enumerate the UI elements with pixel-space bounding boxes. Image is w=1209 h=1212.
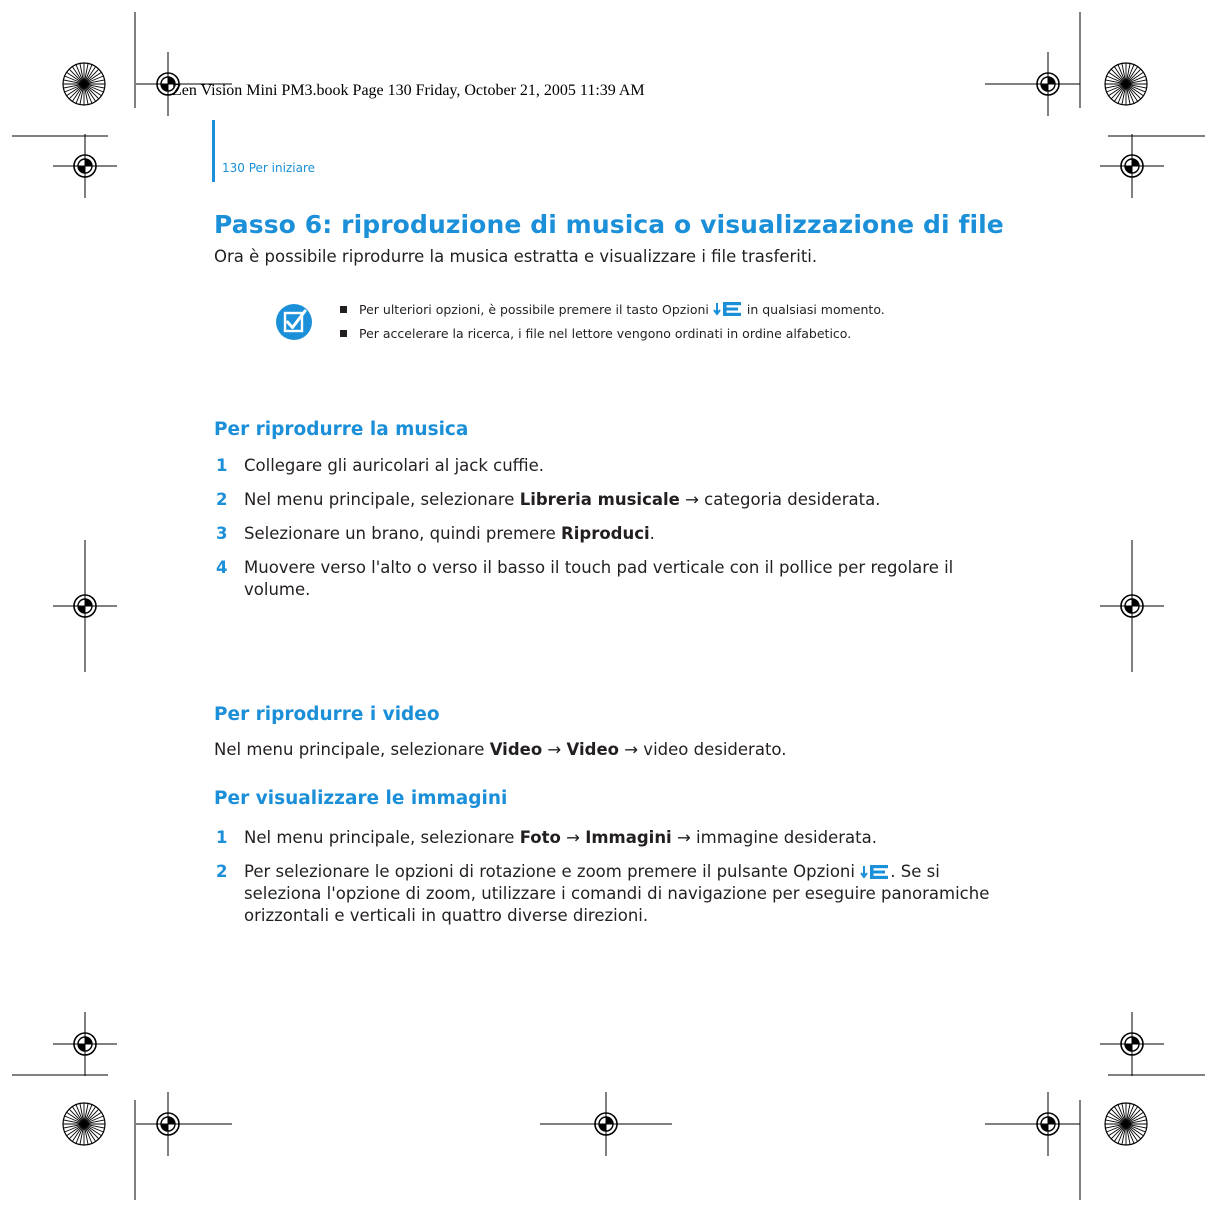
step-item: 1 Collegare gli auricolari al jack cuffie.: [216, 456, 545, 475]
section-title: Passo 6: riproduzione di musica o visualizzazione di file: [214, 210, 1004, 239]
note-item: Per accelerare la ricerca, i file nel lettore vengono ordinati in ordine alfabetico.: [340, 325, 980, 343]
video-text: Nel menu principale, selezionare Video → Video → video desiderato.: [214, 740, 787, 759]
options-icon: [713, 301, 743, 317]
note-list: [340, 301, 980, 349]
step-item: 3 Selezionare un brano, quindi premere Riproduci.: [216, 524, 655, 543]
music-steps: [214, 455, 994, 613]
video-heading: Per riprodurre i video: [214, 704, 440, 725]
step-item: 2 Per selezionare le opzioni di rotazione e zoom premere il pulsante Opzioni . Se si seleziona l'opzione di zoom, utilizzare i comandi di navigazione per eseguire panoramiche orizzontali e verticali in quattro diverse direzioni.: [216, 862, 990, 925]
music-heading: Per riprodurre la musica: [214, 419, 469, 440]
checkbox-note-icon: [275, 303, 313, 341]
running-head: 130 Per iniziare: [222, 161, 315, 175]
margin-bar: [212, 120, 215, 182]
images-heading: Per visualizzare le immagini: [214, 788, 508, 809]
step-item: 4 Muovere verso l'alto o verso il basso il touch pad verticale con il pollice per regolare il volume.: [216, 558, 954, 599]
book-header: Zen Vision Mini PM3.book Page 130 Friday, October 21, 2005 11:39 AM: [172, 82, 645, 99]
step-item: 1 Nel menu principale, selezionare Foto → Immagini → immagine desiderata.: [216, 828, 877, 847]
options-icon: [860, 864, 890, 880]
images-steps: [214, 827, 994, 939]
step-item: 2 Nel menu principale, selezionare Libreria musicale → categoria desiderata.: [216, 490, 881, 509]
note-item: Per ulteriori opzioni, è possibile premere il tasto Opzioni in qualsiasi momento.: [340, 301, 980, 319]
section-intro: Ora è possibile riprodurre la musica estratta e visualizzare i file trasferiti.: [214, 247, 818, 266]
